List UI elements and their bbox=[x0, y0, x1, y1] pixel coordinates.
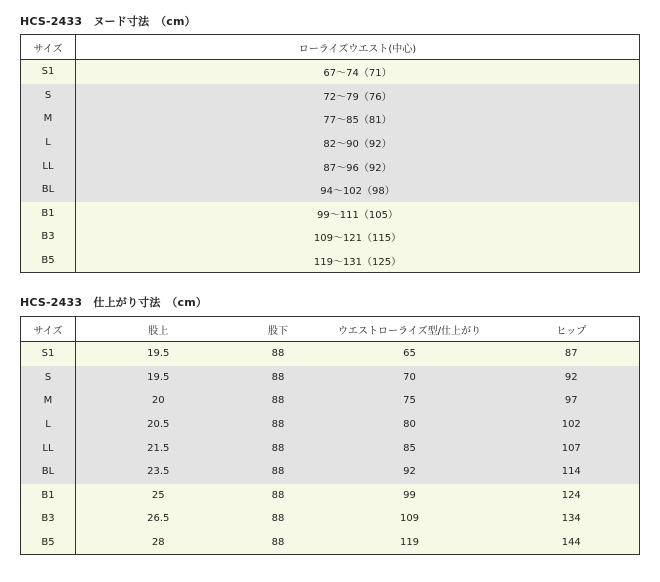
inseam-cell: 88 bbox=[241, 389, 316, 413]
waist-cell: 94〜102（98） bbox=[76, 178, 640, 202]
hip-cell: 87 bbox=[504, 342, 640, 366]
inseam-cell: 88 bbox=[241, 531, 316, 555]
hip-cell: 107 bbox=[504, 436, 640, 460]
waist-cell: 80 bbox=[316, 413, 504, 437]
table-row bbox=[21, 342, 640, 366]
waist-cell: 72〜79（76） bbox=[76, 84, 640, 108]
table-row bbox=[21, 531, 640, 555]
hip-cell: 134 bbox=[504, 507, 640, 531]
table-row bbox=[21, 225, 640, 249]
size-cell: M bbox=[21, 389, 76, 413]
table-row bbox=[21, 366, 640, 390]
waist-cell: 87〜96（92） bbox=[76, 154, 640, 178]
rise-cell: 20 bbox=[76, 389, 241, 413]
header-size: サイズ bbox=[21, 317, 76, 342]
rise-cell: 26.5 bbox=[76, 507, 241, 531]
size-cell: S1 bbox=[21, 342, 76, 366]
waist-cell: 65 bbox=[316, 342, 504, 366]
table-row bbox=[21, 389, 640, 413]
size-cell: S1 bbox=[21, 60, 76, 84]
size-cell: B5 bbox=[21, 249, 76, 273]
table-header-row bbox=[21, 35, 640, 60]
rise-cell: 25 bbox=[76, 484, 241, 508]
hip-cell: 92 bbox=[504, 366, 640, 390]
table-row bbox=[21, 131, 640, 155]
finished-size-table bbox=[20, 316, 640, 555]
table-row bbox=[21, 484, 640, 508]
waist-cell: 99〜111（105） bbox=[76, 202, 640, 226]
waist-cell: 82〜90（92） bbox=[76, 131, 640, 155]
table-row bbox=[21, 178, 640, 202]
waist-cell: 119〜131（125） bbox=[76, 249, 640, 273]
inseam-cell: 88 bbox=[241, 507, 316, 531]
header-lowrise-waist: ローライズウエスト(中心) bbox=[76, 35, 640, 60]
table-row bbox=[21, 249, 640, 273]
header-rise: 股上 bbox=[76, 317, 241, 342]
waist-cell: 109〜121（115） bbox=[76, 225, 640, 249]
hip-cell: 124 bbox=[504, 484, 640, 508]
waist-cell: 109 bbox=[316, 507, 504, 531]
size-cell: M bbox=[21, 107, 76, 131]
rise-cell: 20.5 bbox=[76, 413, 241, 437]
hip-cell: 114 bbox=[504, 460, 640, 484]
waist-cell: 85 bbox=[316, 436, 504, 460]
size-cell: S bbox=[21, 366, 76, 390]
size-cell: B3 bbox=[21, 507, 76, 531]
inseam-cell: 88 bbox=[241, 460, 316, 484]
waist-cell: 75 bbox=[316, 389, 504, 413]
table-row bbox=[21, 413, 640, 437]
header-waist-finished: ウエストローライズ型/仕上がり bbox=[316, 317, 504, 342]
size-cell: B5 bbox=[21, 531, 76, 555]
size-cell: L bbox=[21, 413, 76, 437]
header-size: サイズ bbox=[21, 35, 76, 60]
size-cell: LL bbox=[21, 154, 76, 178]
waist-cell: 99 bbox=[316, 484, 504, 508]
inseam-cell: 88 bbox=[241, 366, 316, 390]
waist-cell: 92 bbox=[316, 460, 504, 484]
hip-cell: 102 bbox=[504, 413, 640, 437]
finished-size-title: HCS-2433 仕上がり寸法 （cm） bbox=[20, 296, 208, 309]
size-cell: S bbox=[21, 84, 76, 108]
rise-cell: 21.5 bbox=[76, 436, 241, 460]
table-row bbox=[21, 60, 640, 84]
inseam-cell: 88 bbox=[241, 436, 316, 460]
rise-cell: 19.5 bbox=[76, 342, 241, 366]
waist-cell: 119 bbox=[316, 531, 504, 555]
size-cell: B3 bbox=[21, 225, 76, 249]
size-cell: BL bbox=[21, 460, 76, 484]
table-header-row bbox=[21, 317, 640, 342]
header-hip: ヒップ bbox=[504, 317, 640, 342]
table-row bbox=[21, 436, 640, 460]
table-row bbox=[21, 460, 640, 484]
rise-cell: 28 bbox=[76, 531, 241, 555]
rise-cell: 23.5 bbox=[76, 460, 241, 484]
table-row bbox=[21, 84, 640, 108]
waist-cell: 67〜74（71） bbox=[76, 60, 640, 84]
inseam-cell: 88 bbox=[241, 484, 316, 508]
hip-cell: 144 bbox=[504, 531, 640, 555]
table-row bbox=[21, 507, 640, 531]
header-inseam: 股下 bbox=[241, 317, 316, 342]
table-row bbox=[21, 154, 640, 178]
rise-cell: 19.5 bbox=[76, 366, 241, 390]
table-row bbox=[21, 202, 640, 226]
table-row bbox=[21, 107, 640, 131]
size-cell: B1 bbox=[21, 202, 76, 226]
waist-cell: 70 bbox=[316, 366, 504, 390]
size-cell: BL bbox=[21, 178, 76, 202]
inseam-cell: 88 bbox=[241, 342, 316, 366]
nude-size-title: HCS-2433 ヌード寸法 （cm） bbox=[20, 15, 196, 28]
inseam-cell: 88 bbox=[241, 413, 316, 437]
size-cell: L bbox=[21, 131, 76, 155]
waist-cell: 77〜85（81） bbox=[76, 107, 640, 131]
size-cell: B1 bbox=[21, 484, 76, 508]
size-cell: LL bbox=[21, 436, 76, 460]
hip-cell: 97 bbox=[504, 389, 640, 413]
nude-size-table bbox=[20, 34, 640, 273]
